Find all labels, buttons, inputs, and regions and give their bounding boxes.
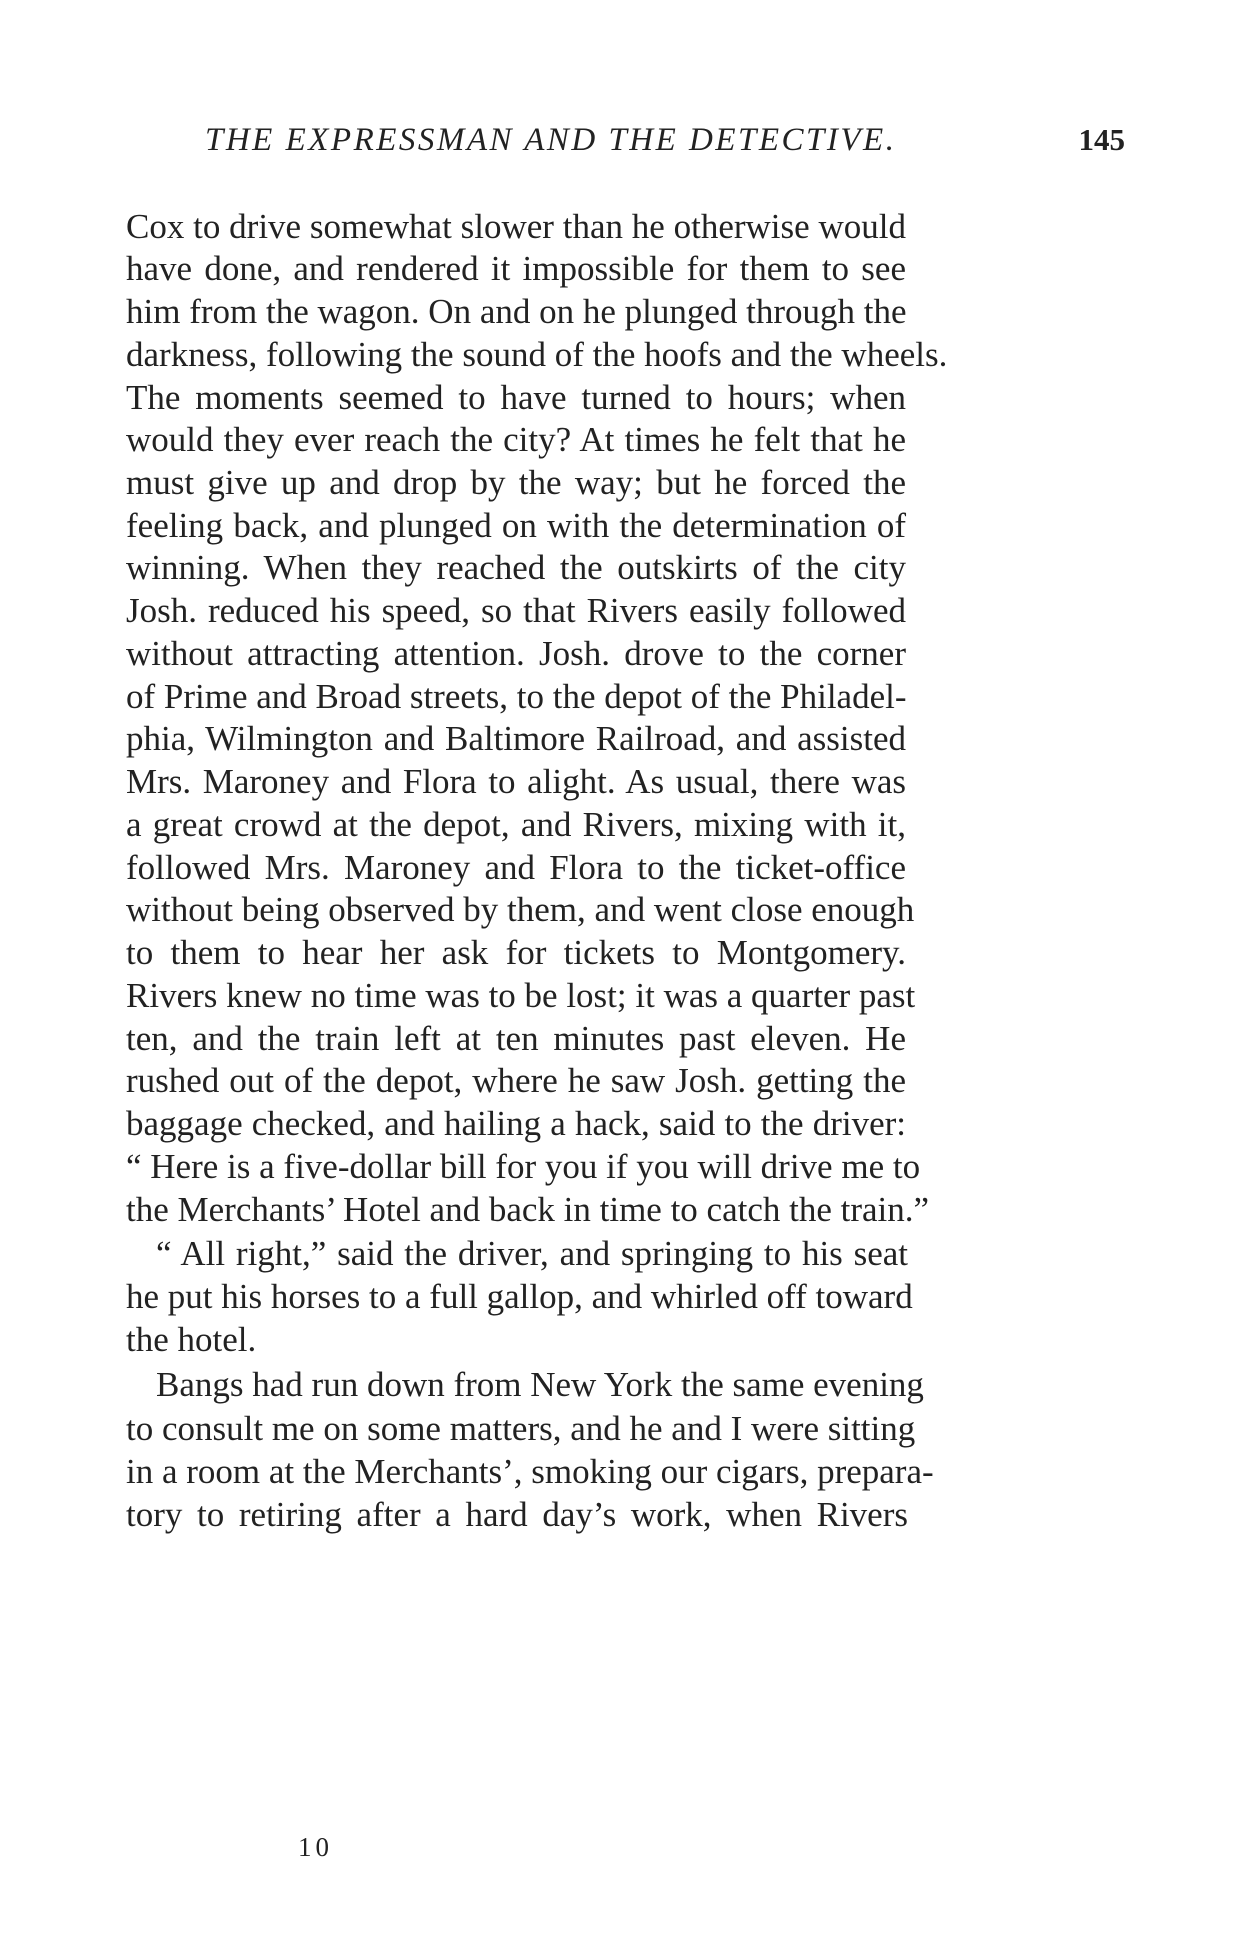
text-line: rushed out of the depot, where he saw Josh. getting the [126, 1061, 906, 1100]
text-line: Mrs. Maroney and Flora to alight. As usual, there was [126, 762, 906, 801]
text-line: he put his horses to a full gallop, and whirled off toward [126, 1277, 913, 1316]
text-line: tory to retiring after a hard day’s work, when Rivers [126, 1495, 908, 1534]
text-line: winning. When they reached the outskirts of the city [126, 548, 906, 587]
text-line: him from the wagon. On and on he plunged through the [126, 292, 907, 331]
text-line: The moments seemed to have turned to hours; when [126, 378, 906, 417]
page-header [205, 122, 1125, 170]
text-line: to them to hear her ask for tickets to Montgomery. [126, 933, 906, 972]
text-line: “ Here is a five-dollar bill for you if you will drive me to [126, 1147, 921, 1186]
text-line: darkness, following the sound of the hoofs and the wheels. [126, 335, 948, 374]
text-line: baggage checked, and hailing a hack, said to the driver: [126, 1104, 906, 1143]
running-title: THE EXPRESSMAN AND THE DETECTIVE. [205, 122, 897, 158]
text-line: followed Mrs. Maroney and Flora to the ticket-office [126, 848, 906, 887]
text-line: Cox to drive somewhat slower than he otherwise would [126, 207, 906, 246]
text-line: would they ever reach the city? At times he felt that he [126, 420, 906, 459]
text-line: without attracting attention. Josh. drove to the corner [126, 634, 906, 673]
text-line: phia, Wilmington and Baltimore Railroad, and assisted [126, 719, 906, 758]
text-line: must give up and drop by the way; but he forced the [126, 463, 906, 502]
text-line: “ All right,” said the driver, and springing to his seat [156, 1234, 908, 1273]
text-line: have done, and rendered it impossible for them to see [126, 249, 906, 288]
text-line: feeling back, and plunged on with the determination of [126, 506, 906, 545]
text-line: of Prime and Broad streets, to the depot of the Philadel- [126, 677, 907, 716]
text-line: the hotel. [126, 1320, 257, 1359]
text-line: Josh. reduced his speed, so that Rivers easily followed [126, 591, 906, 630]
text-line: the Merchants’ Hotel and back in time to catch the train.” [126, 1190, 930, 1229]
text-line: a great crowd at the depot, and Rivers, mixing with it, [126, 805, 906, 844]
page-number: 145 [1078, 122, 1125, 157]
text-line: Bangs had run down from New York the same evening [156, 1365, 924, 1404]
text-line: without being observed by them, and went close enough [126, 890, 915, 929]
text-line: to consult me on some matters, and he and I were sitting [126, 1409, 916, 1448]
text-line: in a room at the Merchants’, smoking our cigars, prepara- [126, 1452, 934, 1491]
text-line: ten, and the train left at ten minutes past eleven. He [126, 1019, 906, 1058]
signature-mark: 10 [298, 1832, 333, 1862]
text-line: Rivers knew no time was to be lost; it was a quarter past [126, 976, 916, 1015]
